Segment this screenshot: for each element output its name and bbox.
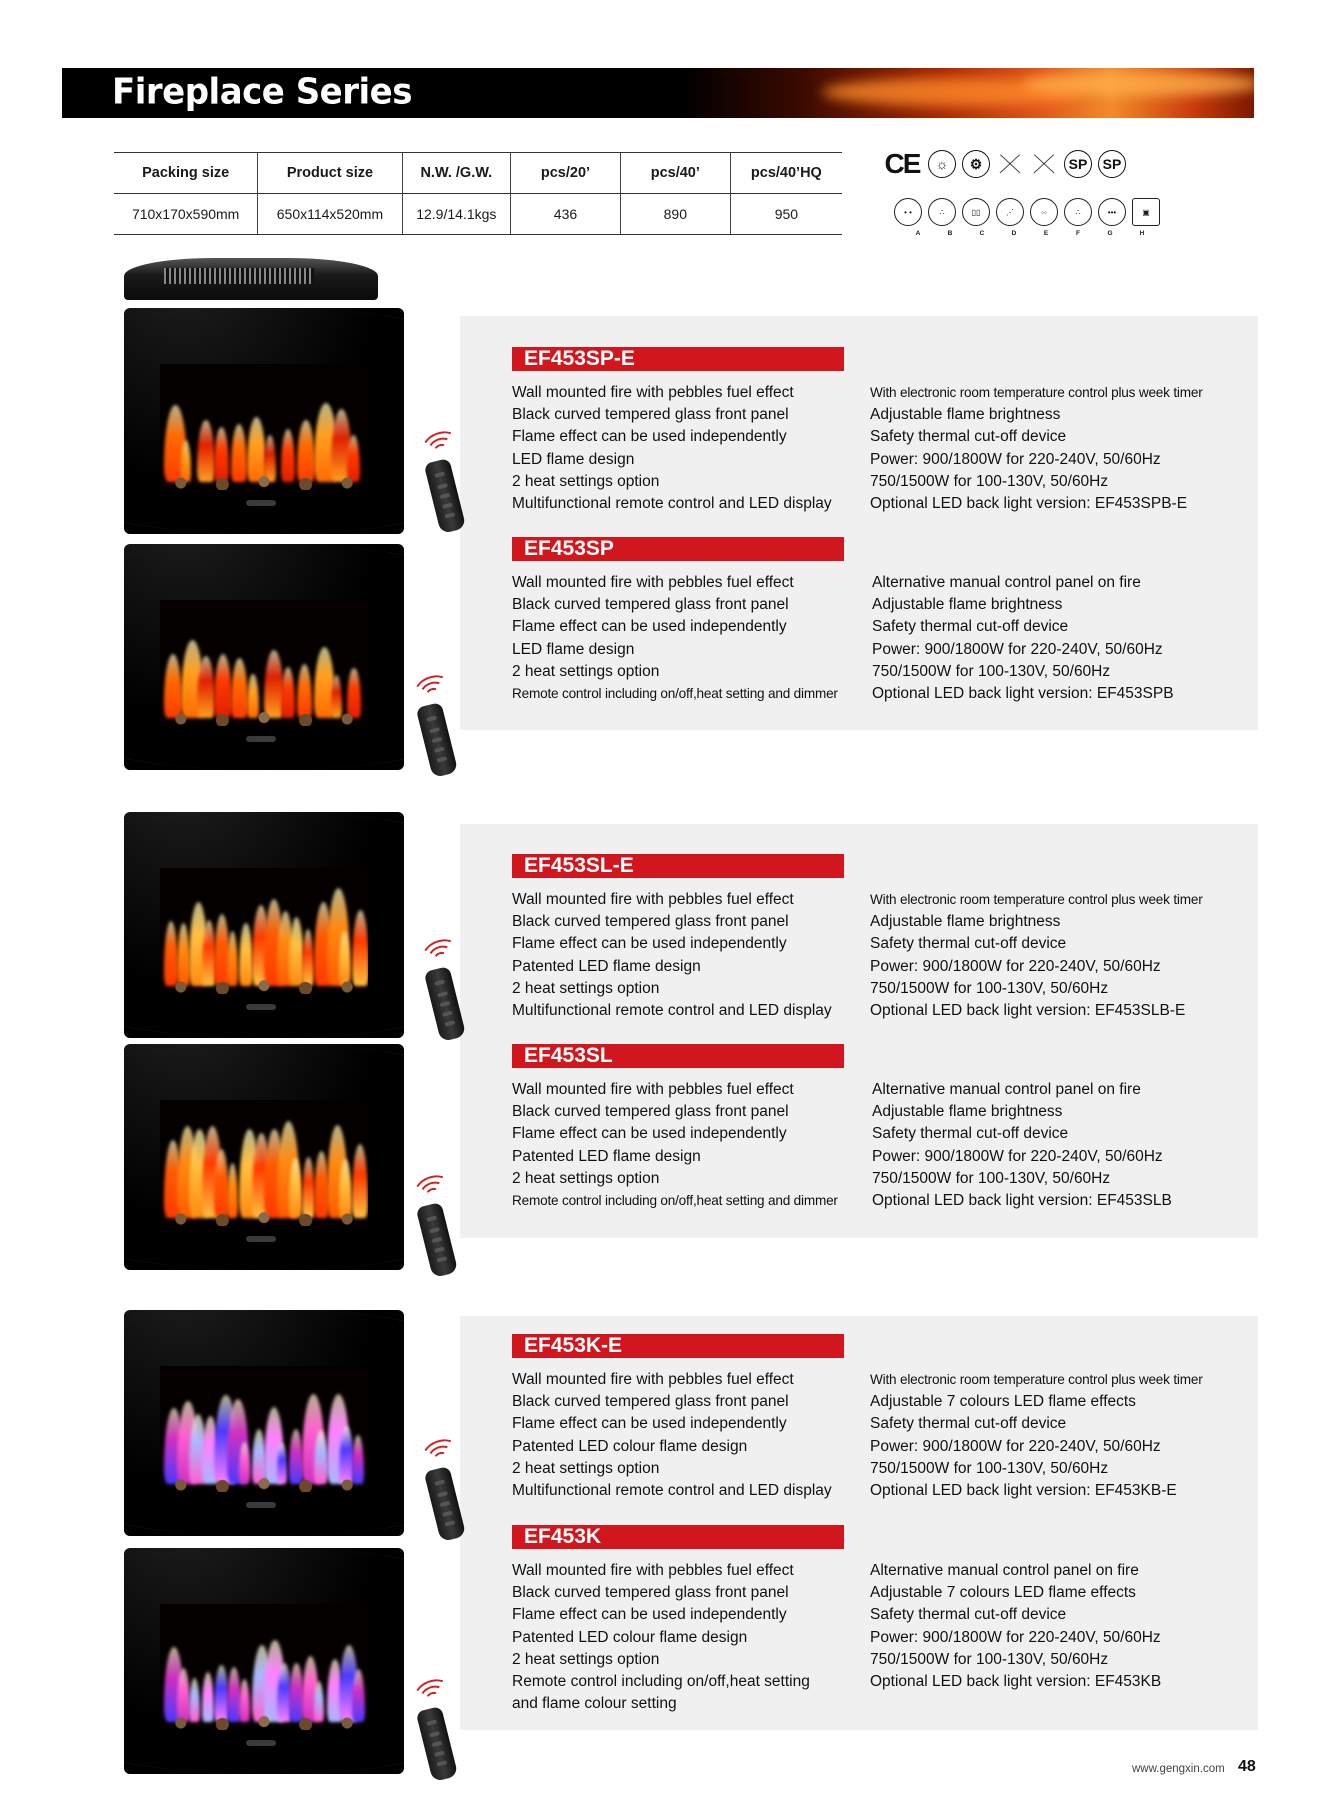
plug-letters — [902, 230, 1158, 237]
feature-item: Black curved tempered glass front panel — [512, 1103, 789, 1121]
flame-shape — [197, 656, 215, 718]
plug-letter: D — [1011, 230, 1017, 237]
flame-shape — [352, 910, 369, 986]
pse-icon: ⚙ — [962, 150, 990, 178]
plug-types — [894, 198, 1160, 226]
feature-item: Wall mounted fire with pebbles fuel effect — [512, 891, 794, 908]
feature-item: Wall mounted fire with pebbles fuel effect — [512, 574, 794, 591]
feature-item: 2 heat settings option — [512, 1650, 660, 1668]
feature-item: 750/1500W for 100-130V, 50/60Hz — [870, 472, 1109, 490]
feature-item: Adjustable 7 colours LED flame effects — [870, 1584, 1136, 1602]
flame-shape — [197, 420, 215, 482]
feature-item: Adjustable flame brightness — [870, 406, 1061, 424]
remote-control-icon — [412, 1680, 452, 1780]
signal-waves-icon — [412, 676, 452, 706]
feature-item: Multifunctional remote control and LED display — [512, 495, 832, 513]
fireplace-image — [124, 812, 404, 1038]
feature-item: With electronic room temperature control plus week timer — [870, 892, 1203, 907]
fireplace-image — [124, 544, 404, 770]
flame-shape — [314, 1430, 328, 1484]
plug-letter: F — [1076, 230, 1080, 237]
remote-control-icon — [420, 1440, 460, 1540]
remote-control-icon — [412, 1176, 452, 1276]
pebbles — [160, 476, 368, 490]
feature-item: Wall mounted fire with pebbles fuel effect — [512, 384, 794, 401]
feature-item: Flame effect can be used independently — [512, 618, 787, 636]
model-label: EF453K — [512, 1525, 844, 1549]
model-label: EF453SP-E — [512, 347, 844, 371]
feature-item: 2 heat settings option — [512, 472, 660, 490]
ce-mark-icon: CE — [884, 148, 920, 179]
spec-table-row — [114, 194, 842, 235]
plug-f-icon: ∴ — [1064, 198, 1092, 226]
feature-item: Power: 900/1800W for 220-240V, 50/60Hz — [870, 1437, 1161, 1455]
feature-item: Safety thermal cut-off device — [872, 618, 1069, 636]
feature-list-right — [872, 572, 1174, 705]
plug-c-icon: ▯▯ — [962, 198, 990, 226]
feature-list-right — [870, 382, 1203, 515]
feature-item: Optional LED back light version: EF453SLB — [872, 1192, 1172, 1210]
feature-item: 2 heat settings option — [512, 1169, 660, 1187]
fireplace-image — [124, 308, 404, 534]
remote-control-icon — [420, 940, 460, 1040]
flame-shape — [231, 424, 247, 482]
feature-item: With electronic room temperature control plus week timer — [870, 1372, 1203, 1387]
feature-item: Power: 900/1800W for 220-240V, 50/60Hz — [870, 450, 1161, 468]
feature-item: Flame effect can be used independently — [512, 1415, 787, 1433]
remote-body — [416, 702, 459, 778]
feature-list-left — [512, 382, 832, 515]
feature-item: 2 heat settings option — [512, 979, 660, 997]
flame-shape — [339, 1159, 352, 1218]
pebbles — [160, 980, 368, 994]
feature-item: 750/1500W for 100-130V, 50/60Hz — [870, 979, 1109, 997]
feature-list-right — [870, 889, 1203, 1022]
feature-item: Patented LED colour flame design — [512, 1628, 748, 1646]
feature-item: 2 heat settings option — [512, 662, 660, 680]
plug-letter: H — [1139, 230, 1145, 237]
fireplace-image — [124, 1310, 404, 1536]
feature-item: Black curved tempered glass front panel — [512, 913, 789, 931]
flame-shape — [289, 1158, 302, 1218]
feature-item: Adjustable flame brightness — [870, 913, 1061, 931]
feature-item: Flame effect can be used independently — [512, 1125, 787, 1143]
spec-header-cell: pcs/40’ — [620, 153, 730, 194]
flame-shape — [281, 429, 296, 482]
spec-header-cell: Packing size — [114, 153, 258, 194]
page-title: Fireplace Series — [112, 71, 412, 113]
feature-item: Black curved tempered glass front panel — [512, 1393, 789, 1411]
feature-list-left — [512, 1560, 810, 1715]
fireplace-image — [124, 1548, 404, 1774]
feature-item: Power: 900/1800W for 220-240V, 50/60Hz — [870, 1628, 1161, 1646]
plug-letter: B — [947, 230, 953, 237]
feature-item: Remote control including on/off,heat setting and dimmer — [512, 1193, 838, 1209]
spec-cell: 436 — [511, 194, 621, 235]
feature-item: Adjustable flame brightness — [872, 1103, 1063, 1121]
feature-item: LED flame design — [512, 450, 635, 468]
plug-e-icon: ◦◦ — [1030, 198, 1058, 226]
feature-item: Optional LED back light version: EF453SPB-E — [870, 495, 1188, 513]
feature-item: Safety thermal cut-off device — [870, 935, 1067, 953]
spec-cell: 650x114x520mm — [258, 194, 402, 235]
remote-body — [416, 1202, 459, 1278]
flame-shape — [352, 1144, 369, 1218]
flame-shape — [302, 1157, 315, 1218]
feature-item: Alternative manual control panel on fire — [872, 574, 1141, 591]
csa-icon: SP — [1064, 150, 1092, 178]
flame-shape — [281, 667, 295, 718]
flame-shape — [177, 923, 191, 986]
spec-table-header-row — [114, 153, 842, 194]
pebbles — [160, 1212, 368, 1226]
plug-d-icon: ⋰ — [996, 198, 1024, 226]
feature-list-left — [512, 1079, 838, 1212]
flame-shape — [264, 435, 276, 482]
eac-icon — [1030, 151, 1058, 177]
flame-shape — [347, 668, 360, 718]
feature-item: Power: 900/1800W for 220-240V, 50/60Hz — [872, 640, 1163, 658]
feature-item: LED flame design — [512, 640, 635, 658]
feature-item: Power: 900/1800W for 220-240V, 50/60Hz — [872, 1147, 1163, 1165]
csa-us-icon: SP — [1098, 150, 1126, 178]
plug-letter: A — [915, 230, 921, 237]
spec-header-cell: pcs/20’ — [511, 153, 621, 194]
flame-shape — [202, 1672, 215, 1722]
tuv-gs-icon: ☼ — [928, 150, 956, 178]
feature-item: Optional LED back light version: EF453SLB-E — [870, 1002, 1186, 1020]
feature-item: Black curved tempered glass front panel — [512, 406, 789, 424]
fireplace-image — [124, 1044, 404, 1270]
flame-shape — [214, 427, 229, 482]
flame-shape — [352, 1435, 364, 1484]
plug-g-icon: ••• — [1098, 198, 1126, 226]
plug-letter: G — [1107, 230, 1113, 237]
flame-shape — [297, 664, 312, 718]
flame-shape — [227, 1163, 238, 1218]
feature-item: Alternative manual control panel on fire — [870, 1562, 1139, 1579]
fireplace-top-view-image — [124, 258, 378, 300]
feature-item: 750/1500W for 100-130V, 50/60Hz — [870, 1650, 1109, 1668]
flame-shape — [302, 929, 314, 986]
signal-waves-icon — [420, 432, 460, 462]
flame-shape — [214, 654, 232, 718]
model-label: EF453SP — [512, 537, 844, 561]
feature-list-left — [512, 1369, 832, 1502]
signal-waves-icon — [420, 940, 460, 970]
plug-a-icon: • • — [894, 198, 922, 226]
feature-item: Multifunctional remote control and LED display — [512, 1482, 832, 1500]
spec-cell: 890 — [620, 194, 730, 235]
header-bar — [62, 68, 1254, 118]
spec-table — [114, 152, 842, 235]
spec-header-cell: N.W. /G.W. — [402, 153, 510, 194]
feature-item: Safety thermal cut-off device — [870, 1606, 1067, 1624]
signal-waves-icon — [412, 1176, 452, 1206]
feature-item: Flame effect can be used independently — [512, 428, 787, 446]
flame-shape — [239, 923, 253, 986]
model-label: EF453SL — [512, 1044, 844, 1068]
feature-list-right — [870, 1560, 1161, 1693]
signal-waves-icon — [420, 1440, 460, 1470]
footer-url: www.gengxin.com — [1132, 1763, 1225, 1775]
feature-item: Remote control including on/off,heat setting — [512, 1673, 810, 1691]
feature-item: Safety thermal cut-off device — [872, 1125, 1069, 1143]
flame-shape — [227, 931, 238, 986]
model-label: EF453K-E — [512, 1334, 844, 1358]
feature-item: Adjustable flame brightness — [872, 596, 1063, 614]
feature-item: Flame effect can be used independently — [512, 935, 787, 953]
pebbles — [160, 1716, 368, 1730]
feature-item: Safety thermal cut-off device — [870, 428, 1067, 446]
feature-item: Optional LED back light version: EF453SPB — [872, 685, 1174, 703]
spec-cell: 710x170x590mm — [114, 194, 258, 235]
feature-item: 750/1500W for 100-130V, 50/60Hz — [870, 1459, 1109, 1477]
remote-body — [424, 966, 467, 1042]
remote-body — [424, 1466, 467, 1542]
plug-h-icon: ▣ — [1132, 198, 1160, 226]
flame-decoration — [1022, 72, 1254, 96]
feature-item: 2 heat settings option — [512, 1459, 660, 1477]
certification-marks — [882, 150, 1182, 240]
feature-item: Wall mounted fire with pebbles fuel effect — [512, 1562, 794, 1579]
feature-item: Wall mounted fire with pebbles fuel effect — [512, 1371, 794, 1388]
spec-cell: 950 — [730, 194, 842, 235]
flame-shape — [347, 435, 360, 482]
feature-list-left — [512, 889, 832, 1022]
cert-logos — [882, 150, 1126, 178]
spec-header-cell: Product size — [258, 153, 402, 194]
feature-item: Multifunctional remote control and LED display — [512, 1002, 832, 1020]
feature-list-left — [512, 572, 838, 705]
feature-item: Optional LED back light version: EF453KB — [870, 1673, 1162, 1691]
feature-item: Optional LED back light version: EF453KB-E — [870, 1482, 1177, 1500]
feature-item: With electronic room temperature control plus week timer — [870, 385, 1203, 400]
feature-item: Black curved tempered glass front panel — [512, 1584, 789, 1602]
feature-item: and flame colour setting — [512, 1695, 677, 1713]
model-label: EF453SL-E — [512, 854, 844, 878]
flame-shape — [231, 658, 248, 718]
flame-shape — [352, 1669, 366, 1722]
pebbles — [160, 1478, 368, 1492]
feature-item: Patented LED colour flame design — [512, 1437, 748, 1455]
feature-item: Flame effect can be used independently — [512, 1606, 787, 1624]
feature-item: Patented LED flame design — [512, 1147, 701, 1165]
remote-body — [424, 458, 467, 534]
page-number: 48 — [1238, 1758, 1256, 1775]
plug-letter: C — [979, 230, 985, 237]
c-tick-icon — [996, 151, 1024, 177]
feature-item: Alternative manual control panel on fire — [872, 1081, 1141, 1098]
signal-waves-icon — [412, 1680, 452, 1710]
plug-letter: E — [1043, 230, 1049, 237]
remote-control-icon — [420, 432, 460, 532]
spec-cell: 12.9/14.1kgs — [402, 194, 510, 235]
pebbles — [160, 712, 368, 726]
feature-item: Power: 900/1800W for 220-240V, 50/60Hz — [870, 957, 1161, 975]
feature-list-right — [870, 1369, 1203, 1502]
remote-body — [416, 1706, 459, 1782]
feature-item: Remote control including on/off,heat setting and dimmer — [512, 686, 838, 702]
feature-item: 750/1500W for 100-130V, 50/60Hz — [872, 662, 1111, 680]
feature-item: 750/1500W for 100-130V, 50/60Hz — [872, 1169, 1111, 1187]
feature-item: Black curved tempered glass front panel — [512, 596, 789, 614]
feature-item: Adjustable 7 colours LED flame effects — [870, 1393, 1136, 1411]
flame-shape — [297, 420, 315, 482]
feature-item: Safety thermal cut-off device — [870, 1415, 1067, 1433]
remote-control-icon — [412, 676, 452, 776]
flame-shape — [289, 1429, 303, 1484]
spec-header-cell: pcs/40’HQ — [730, 153, 842, 194]
plug-b-icon: ∴ — [928, 198, 956, 226]
flame-shape — [164, 654, 182, 718]
feature-item: Wall mounted fire with pebbles fuel effect — [512, 1081, 794, 1098]
feature-list-right — [872, 1079, 1172, 1212]
feature-item: Patented LED flame design — [512, 957, 701, 975]
